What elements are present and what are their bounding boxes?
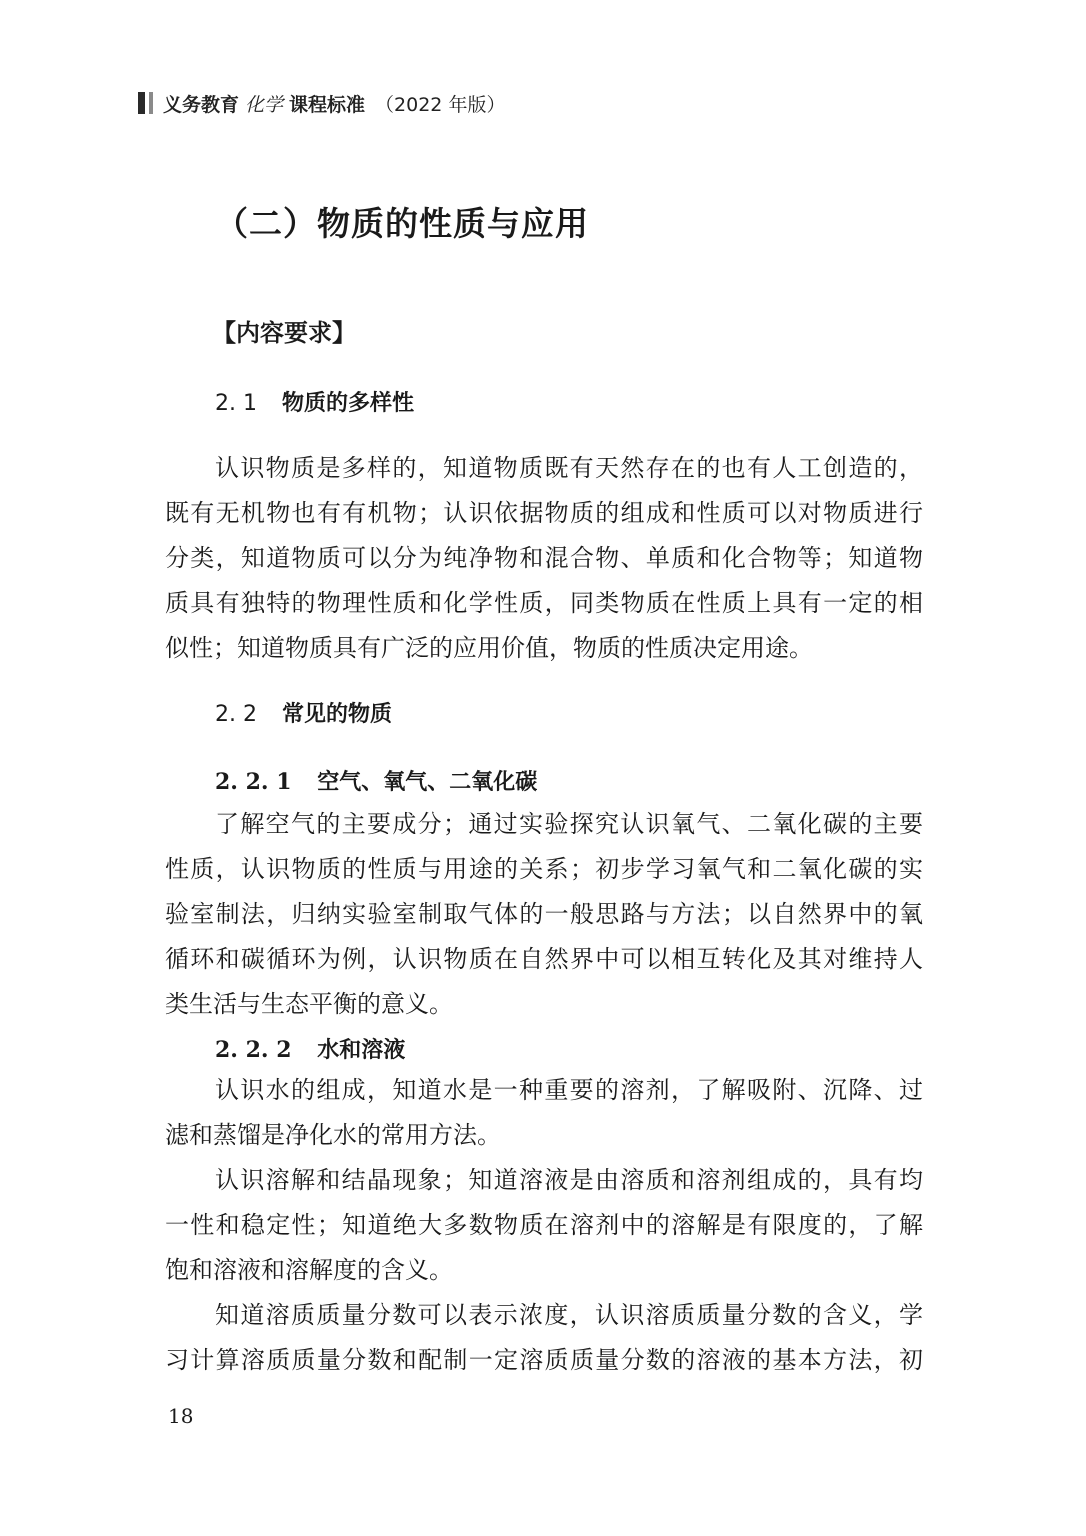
text-line: 习计算溶质质量分数和配制一定溶质质量分数的溶液的基本方法，初 (165, 1346, 923, 1374)
heading-2-2 (215, 697, 392, 728)
paragraph-2-1 (165, 446, 923, 671)
text-line: 了解空气的主要成分；通过实验探究认识氧气、二氧化碳的主要 (215, 810, 923, 838)
text-line: 滤和蒸馏是净化水的常用方法。 (165, 1121, 501, 1149)
paragraph-2-2-2-concentration (165, 1293, 923, 1383)
header-subject: 化学 (245, 93, 284, 116)
text-line: 知道溶质质量分数可以表示浓度，认识溶质质量分数的含义，学 (215, 1301, 923, 1329)
paragraph-2-2-2-dissolution (165, 1158, 923, 1293)
heading-2-2-number: 2. 2 (215, 702, 257, 727)
paragraph-2-2-2-water (165, 1068, 923, 1158)
paragraph-2-2-1 (165, 802, 923, 1027)
heading-2-2-2-title: 水和溶液 (317, 1038, 406, 1063)
text-line: 性质，认识物质的性质与用途的关系；初步学习氧气和二氧化碳的实 (165, 855, 923, 883)
heading-2-1 (215, 386, 414, 417)
running-header (138, 88, 505, 118)
header-prefix: 义务教育 (163, 93, 240, 116)
text-line: 循环和碳循环为例，认识物质在自然界中可以相互转化及其对维持人 (165, 945, 923, 973)
text-line: 质具有独特的物理性质和化学性质，同类物质在性质上具有一定的相 (165, 589, 923, 617)
text-line: 分类，知道物质可以分为纯净物和混合物、单质和化合物等；知道物 (165, 544, 923, 572)
page-number: 18 (168, 1404, 194, 1428)
content-requirements-heading: 【内容要求】 (212, 319, 356, 347)
heading-2-2-title: 常见的物质 (281, 702, 392, 727)
header-suffix: 课程标准 (289, 93, 366, 116)
text-line: 验室制法，归纳实验室制取气体的一般思路与方法；以自然界中的氧 (165, 900, 923, 928)
header-bars-icon (138, 92, 153, 114)
heading-2-2-1-title: 空气、氧气、二氧化碳 (317, 770, 538, 795)
heading-2-1-number: 2. 1 (215, 391, 257, 416)
heading-2-2-2 (215, 1033, 405, 1064)
heading-2-2-1-number: 2. 2. 1 (215, 769, 292, 795)
text-line: 既有无机物也有有机物；认识依据物质的组成和性质可以对物质进行 (165, 499, 923, 527)
text-line: 似性；知道物质具有广泛的应用价值，物质的性质决定用途。 (165, 634, 813, 662)
text-line: 认识水的组成，知道水是一种重要的溶剂，了解吸附、沉降、过 (215, 1076, 923, 1104)
text-line: 认识物质是多样的，知道物质既有天然存在的也有人工创造的， (215, 454, 923, 482)
heading-2-2-1 (215, 765, 537, 796)
section-title: （二）物质的性质与应用 (215, 204, 589, 243)
text-line: 饱和溶液和溶解度的含义。 (165, 1256, 453, 1284)
text-line: 认识溶解和结晶现象；知道溶液是由溶质和溶剂组成的，具有均 (215, 1166, 923, 1194)
text-line: 一性和稳定性；知道绝大多数物质在溶剂中的溶解是有限度的，了解 (165, 1211, 923, 1239)
heading-2-2-2-number: 2. 2. 2 (215, 1037, 292, 1063)
header-edition: （2022 年版） (375, 93, 506, 116)
heading-2-1-title: 物质的多样性 (281, 391, 414, 416)
text-line: 类生活与生态平衡的意义。 (165, 990, 453, 1018)
